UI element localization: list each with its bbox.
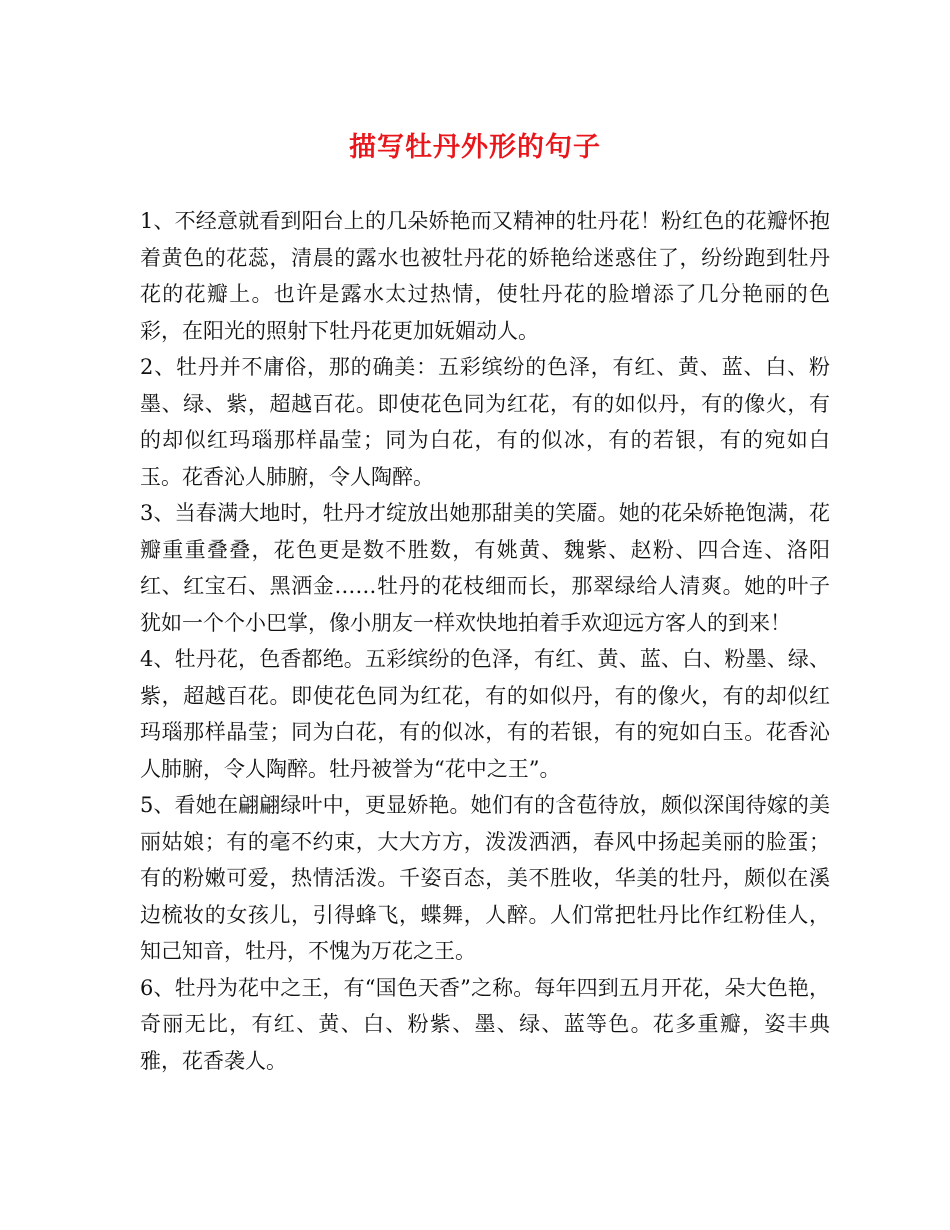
paragraph-3: 3、当春满大地时，牡丹才绽放出她那甜美的笑靥。她的花朵娇艳饱满，花瓣重重叠叠，花色更是数不胜数，有姚黄、魏紫、赵粉、四合连、洛阳红、红宝石、黑洒金……牡丹的花枝细而长，那翠绿给人清爽。她的叶子犹如一个个小巴掌，像小朋友一样欢快地拍着手欢迎远方客人的到来！ [140, 501, 830, 635]
document-body [140, 203, 830, 1079]
paragraph-1: 1、不经意就看到阳台上的几朵娇艳而又精神的牡丹花！粉红色的花瓣怀抱着黄色的花蕊，清晨的露水也被牡丹花的娇艳给迷惑住了，纷纷跑到牡丹花的花瓣上。也许是露水太过热情，使牡丹花的脸增添了几分艳丽的色彩，在阳光的照射下牡丹花更加妩媚动人。 [140, 209, 830, 343]
paragraph-2: 2、牡丹并不庸俗，那的确美：五彩缤纷的色泽，有红、黄、蓝、白、粉墨、绿、紫，超越百花。即使花色同为红花，有的如似丹，有的像火，有的却似红玛瑙那样晶莹；同为白花，有的似冰，有的若银，有的宛如白玉。花香沁人肺腑，令人陶醉。 [140, 355, 830, 489]
paragraph-4: 4、牡丹花，色香都绝。五彩缤纷的色泽，有红、黄、蓝、白、粉墨、绿、紫，超越百花。即使花色同为红花，有的如似丹，有的像火，有的却似红玛瑙那样晶莹；同为白花，有的似冰，有的若银，有的宛如白玉。花香沁人肺腑，令人陶醉。牡丹被誉为“花中之王”。 [140, 647, 830, 781]
paragraph-6: 6、牡丹为花中之王，有“国色天香”之称。每年四到五月开花，朵大色艳，奇丽无比，有红、黄、白、粉紫、墨、绿、蓝等色。花多重瓣，姿丰典雅，花香袭人。 [140, 975, 830, 1073]
paragraph-5: 5、看她在翩翩绿叶中，更显娇艳。她们有的含苞待放，颇似深闺待嫁的美丽姑娘；有的毫不约束，大大方方，泼泼洒洒，春风中扬起美丽的脸蛋；有的粉嫩可爱，热情活泼。千姿百态，美不胜收，华美的牡丹，颇似在溪边梳妆的女孩儿，引得蜂飞，蝶舞，人醉。人们常把牡丹比作红粉佳人，知己知音，牡丹，不愧为万花之王。 [140, 793, 830, 963]
page-title: 描写牡丹外形的句子 [349, 132, 601, 163]
